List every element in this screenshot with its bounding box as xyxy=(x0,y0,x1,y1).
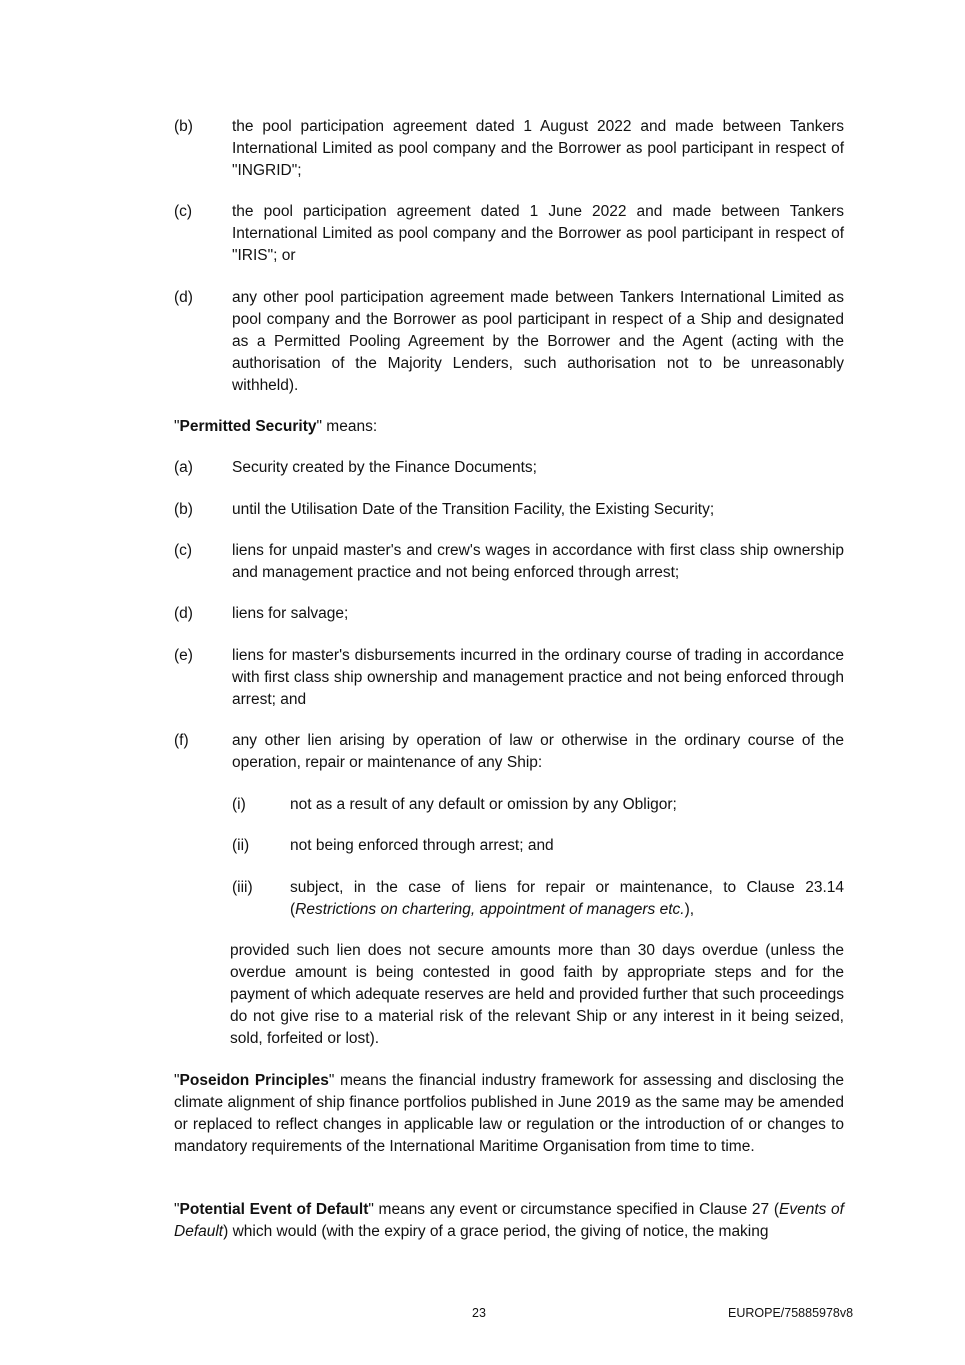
defined-term: Poseidon Principles xyxy=(179,1072,329,1089)
clause-title: Restrictions on chartering, appointment of managers etc. xyxy=(295,901,685,918)
list-label: (e) xyxy=(174,647,193,664)
defined-term: Potential Event of Default xyxy=(179,1201,369,1218)
security-item-b xyxy=(174,499,844,521)
list-label: (i) xyxy=(232,796,246,813)
sub-item-iii xyxy=(232,877,844,921)
list-label: (ii) xyxy=(232,837,250,854)
list-label: (c) xyxy=(174,542,193,559)
list-text: liens for unpaid master's and crew's wages in accordance with first class ship ownership and management practice and not being enforced through arrest; xyxy=(232,542,844,581)
list-text: the pool participation agreement dated 1 June 2022 and made between Tankers International Limited as pool company and the Borrower as pool participant in respect of "IRIS"; or xyxy=(232,203,844,264)
pool-item-d xyxy=(174,287,844,397)
defined-term: Permitted Security xyxy=(179,418,317,435)
list-text: any other pool participation agreement made between Tankers International Limited as pool company and the Borrower as pool participant in respect of a Ship and designated as a Permitted Pooling Agreement by the Borrower and the Agent (acting with the authorisation of the Majority Lenders, such authorisation not to be unreasonably withheld). xyxy=(232,289,844,394)
pool-item-c xyxy=(174,201,844,267)
list-label: (b) xyxy=(174,118,193,135)
list-text: until the Utilisation Date of the Transition Facility, the Existing Security; xyxy=(232,501,715,518)
proviso-paragraph: provided such lien does not secure amounts more than 30 days overdue (unless the overdue amount is being contested in good faith by appropriate steps and for the payment of which adequate reserves are held and provided further that such proceedings do not give rise to a material risk of the relevant Ship or any interest in it being seized, sold, forfeited or lost). xyxy=(230,942,844,1047)
list-text: not being enforced through arrest; and xyxy=(290,837,554,854)
pool-item-b xyxy=(174,116,844,182)
poseidon-principles-definition: "Poseidon Principles" means the financial industry framework for assessing and disclosing the climate alignment of ship finance portfolios published in June 2019 as the same may be amended or replaced to reflect changes in applicable law or regulation or the introduction of or changes to mandatory requirements of the International Maritime Organisation from time to time. xyxy=(174,1072,845,1155)
sub-item-i xyxy=(232,794,844,816)
security-item-c xyxy=(174,540,844,584)
document-reference: EUROPE/75885978v8 xyxy=(728,1306,854,1320)
page-number: 23 xyxy=(472,1306,486,1320)
sub-item-ii xyxy=(232,835,844,857)
list-label: (b) xyxy=(174,501,193,518)
security-item-f xyxy=(174,730,844,774)
list-text: subject, in the case of liens for repair or maintenance, to Clause 23.14 (Restrictions on chartering, appointment of managers etc.), xyxy=(290,879,844,918)
list-text: Security created by the Finance Documents; xyxy=(232,459,537,476)
list-text: not as a result of any default or omission by any Obligor; xyxy=(290,796,677,813)
security-item-e xyxy=(174,645,844,711)
list-label: (a) xyxy=(174,459,193,476)
security-item-a xyxy=(174,457,844,479)
list-label: (d) xyxy=(174,605,193,622)
clause-title: Events of Default xyxy=(174,1201,844,1240)
list-label: (f) xyxy=(174,732,189,749)
potential-event-of-default-definition: "Potential Event of Default" means any event or circumstance specified in Clause 27 (Events of Default) which would (with the expiry of a grace period, the giving of notice, the making xyxy=(174,1201,844,1240)
security-item-d xyxy=(174,603,844,625)
permitted-security-heading: "Permitted Security" means: xyxy=(174,418,378,435)
list-label: (c) xyxy=(174,203,193,220)
list-text: liens for master's disbursements incurred in the ordinary course of trading in accordance with first class ship ownership and management practice and not being enforced through arrest; and xyxy=(232,647,844,708)
list-label: (iii) xyxy=(232,879,253,896)
list-text: liens for salvage; xyxy=(232,605,349,622)
list-label: (d) xyxy=(174,289,193,306)
list-text: any other lien arising by operation of law or otherwise in the ordinary course of the operation, repair or maintenance of any Ship: xyxy=(232,732,844,771)
list-text: the pool participation agreement dated 1 August 2022 and made between Tankers International Limited as pool company and the Borrower as pool participant in respect of "INGRID"; xyxy=(232,118,844,179)
